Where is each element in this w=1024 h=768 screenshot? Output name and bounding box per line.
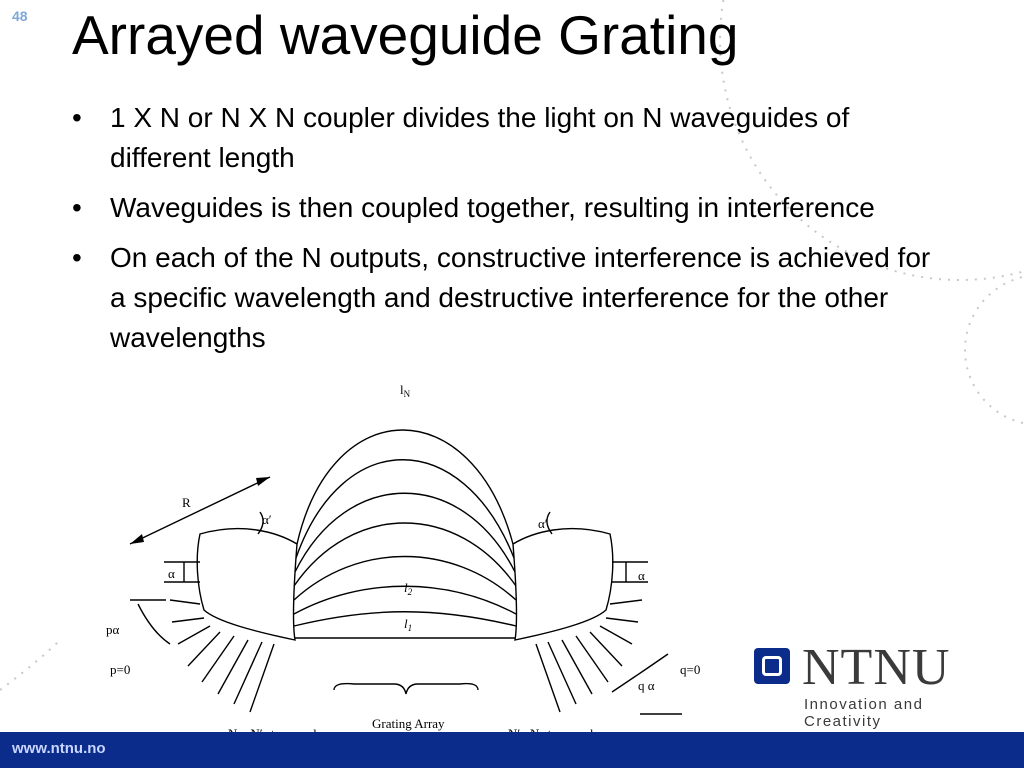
label-q-zero: q=0 [680, 662, 701, 677]
label-alpha-prime-right: α′ [538, 516, 548, 531]
bullet-dot: • [72, 192, 82, 223]
bullet-item [70, 238, 950, 358]
slide-title: Arrayed waveguide Grating [72, 4, 739, 66]
label-l2: $l_2$ [404, 580, 413, 597]
bullet-text: On each of the N outputs, constructive interference is achieved for a specific wavelength and destructive interference for the other wavelengths [110, 242, 931, 353]
logo-tagline: Innovation and Creativity [804, 696, 924, 730]
label-alpha-right: α [638, 568, 645, 583]
label-p-alpha: pα [106, 622, 120, 637]
bullet-text: Waveguides is then coupled together, resulting in interference [110, 192, 875, 223]
footer-url[interactable]: www.ntnu.no [12, 740, 106, 757]
logo-mark-icon [754, 648, 790, 684]
label-q-alpha: q α [638, 678, 655, 693]
awg-diagram [92, 382, 718, 746]
label-r: R [182, 495, 191, 510]
logo-wordmark: NTNU [802, 639, 951, 696]
slide-number: 48 [12, 8, 28, 24]
ntnu-logo [752, 639, 1002, 730]
label-lN: $l_N$ [400, 382, 411, 399]
label-p-zero: p=0 [110, 662, 131, 677]
bullet-item [70, 188, 950, 228]
label-l1: $l_1$ [404, 616, 413, 633]
label-alpha-prime-left: α′ [262, 512, 272, 527]
bullet-list [70, 98, 950, 368]
bullet-dot: • [72, 102, 82, 133]
bullet-item [70, 98, 950, 178]
label-alpha-left: α [168, 566, 175, 581]
bullet-text: 1 X N or N X N coupler divides the light on N waveguides of different length [110, 102, 850, 173]
bullet-dot: • [72, 242, 82, 273]
label-grating-array: Grating Array [372, 716, 445, 731]
footer-bar [0, 732, 1024, 768]
